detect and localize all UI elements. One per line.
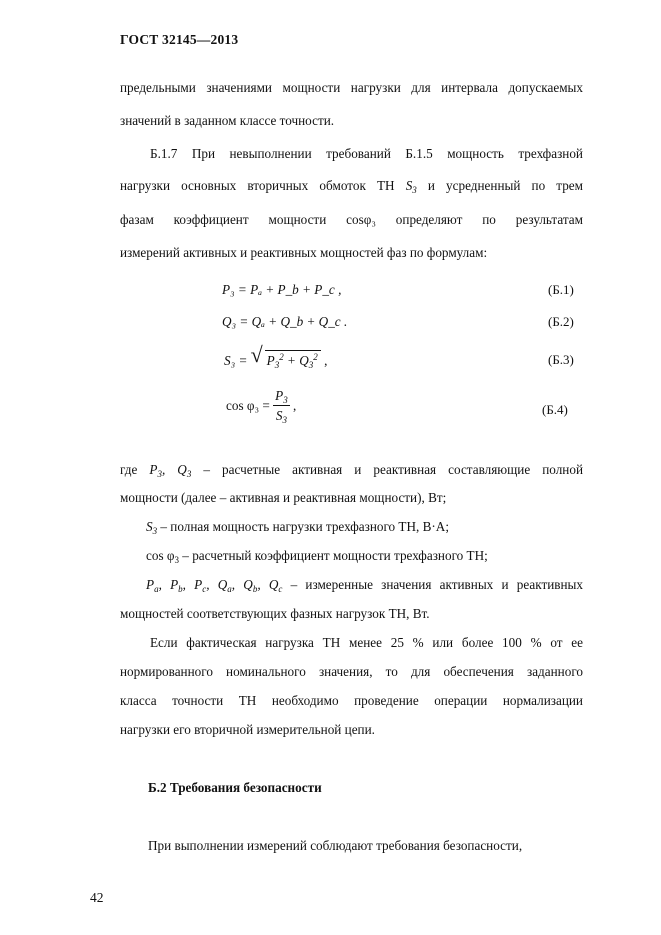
fraction-denominator: $S_3$ [275, 408, 287, 425]
section-heading: Б.2 Требования безопасности [148, 780, 322, 795]
para3-line2: нормированного номинального значения, то для обеспечения заданного [120, 664, 583, 679]
radicand: $P_3^2 + Q_3^2$ [265, 350, 321, 369]
formula-b2: Q₃ = Qₐ + Q_b + Q_c . [222, 314, 348, 329]
para2-line1: Б.1.7 При невыполнении требований Б.1.5 мощность трехфазной [150, 146, 583, 161]
para2-line2-pre: нагрузки основных вторичных обмоток ТН [120, 178, 395, 193]
formula-b3-lhs: S₃ = [224, 353, 248, 368]
formula-b1-number: (Б.1) [548, 282, 574, 297]
formula-b4-number: (Б.4) [542, 402, 568, 417]
para2-line2-post: и усредненный по трем [427, 178, 584, 193]
where-line6: мощностей соответствующих фазных нагрузок ТН, Вт. [120, 606, 430, 621]
document-code-header: ГОСТ 32145—2013 [120, 32, 239, 47]
formula-b1: P₃ = Pₐ + P_b + P_c , [222, 282, 342, 297]
fraction-numerator: $P_3$ [275, 388, 288, 405]
para1-line1: предельными значениями мощности нагрузки для интервала допускаемых [120, 80, 583, 95]
where-line2: мощности (далее – активная и реактивная мощности), Вт; [120, 490, 447, 505]
where-line5: $P_a$, $P_b$, $P_c$, $Q_a$, $Q_b$, $Q_c$ – измеренные значения активных и реактивных [146, 577, 584, 594]
para3-line3: класса точности ТН необходимо проведение операции нормализации [120, 693, 583, 708]
where-line1: где $P_3$, $Q_3$ – расчетные активная и реактивная составляющие полной [120, 462, 584, 479]
formula-b3: S₃ = √ $P_3^2 + Q_3^2$ , [224, 342, 328, 370]
para2-line4: измерений активных и реактивных мощностей фаз по формулам: [120, 245, 488, 260]
formula-b4: cos φ₃ = $\frac{P_3}{S_3}$ , [226, 388, 297, 425]
para3-line4: нагрузки его вторичной измерительной цепи. [120, 722, 375, 737]
para2-line3: фазам коэффициент мощности cosφ₃ определяют по результатам [120, 212, 583, 227]
formula-b2-number: (Б.2) [548, 314, 574, 329]
page-number: 42 [90, 890, 104, 905]
formula-b4-lhs: cos φ₃ = [226, 398, 270, 413]
phase-symbols: $P_a$, $P_b$, $P_c$, $Q_a$, $Q_b$, $Q_c$ [146, 577, 283, 594]
para2-line2 [120, 178, 583, 194]
where-line4: $\cos \varphi_3$ – расчетный коэффициент мощности трехфазного ТН; [146, 548, 488, 565]
para4-line1: При выполнении измерений соблюдают требования безопасности, [148, 838, 523, 853]
radical-sign: √ [250, 342, 263, 367]
para3-line1: Если фактическая нагрузка ТН менее 25 % или более 100 % от ее [150, 635, 583, 650]
where-line3: $S_3$ – полная мощность нагрузки трехфазного ТН, В·А; [146, 519, 449, 536]
formula-b3-number: (Б.3) [548, 352, 574, 367]
symbols-p3-q3: $P_3$, $Q_3$ [149, 462, 192, 479]
fraction [273, 388, 290, 424]
para1-line2: значений в заданном классе точности. [120, 113, 335, 128]
symbol-s3: $S_3$ [405, 178, 417, 195]
